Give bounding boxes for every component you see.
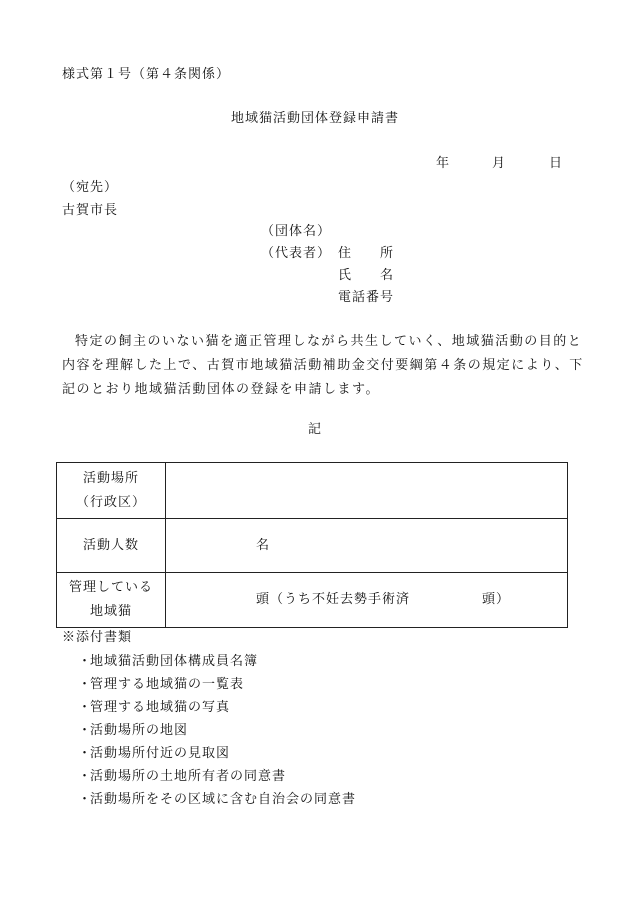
member-count-label: 活動人数 (57, 519, 166, 573)
date-day-label: 日 (549, 156, 564, 171)
phone-label: 電話番号 (338, 290, 395, 305)
bullet-mark: ・ (78, 677, 93, 692)
managed-cats-value (166, 588, 567, 612)
attachment-label: 活動場所の地図 (90, 723, 189, 738)
member-count-unit: 名 (256, 537, 271, 553)
document-title: 地域猫活動団体登録申請書 (230, 111, 399, 126)
list-item (78, 788, 356, 811)
date-month-label: 月 (492, 156, 507, 171)
statement-line: 記のとおり地域猫活動団体の登録を申請します。 (62, 382, 380, 397)
attachments-heading: ※添付書類 (62, 630, 133, 645)
table-row-managed-cats (57, 573, 568, 628)
addressee-label: （宛先） (62, 180, 119, 195)
activity-info-table (56, 462, 568, 628)
statement-line: 特定の飼主のいない猫を適正管理しながら共生していく、地域猫活動の目的と (75, 334, 583, 349)
managed-cats-label-line1: 管理している (68, 580, 153, 595)
managed-cats-label (57, 573, 166, 628)
group-name-label: （団体名） (261, 224, 332, 239)
list-item (78, 673, 356, 696)
addressee-name: 古賀市長 (62, 203, 119, 218)
bullet-mark: ・ (78, 792, 93, 807)
form-number: 様式第１号（第４条関係） (62, 67, 231, 82)
address-label: 住 所 (338, 246, 395, 261)
bullet-mark: ・ (78, 746, 93, 761)
table-row-activity-area (57, 463, 568, 519)
list-item (78, 696, 356, 719)
activity-area-field[interactable] (166, 463, 568, 519)
attachment-label: 地域猫活動団体構成員名簿 (90, 654, 259, 669)
bullet-mark: ・ (78, 769, 93, 784)
bullet-mark: ・ (78, 700, 93, 715)
member-count-field[interactable] (166, 519, 568, 573)
attachment-label: 管理する地域猫の写真 (90, 700, 231, 715)
list-item (78, 719, 356, 742)
list-item (78, 742, 356, 765)
attachments-list (78, 650, 356, 811)
bullet-mark: ・ (78, 723, 93, 738)
attachment-label: 活動場所付近の見取図 (90, 746, 231, 761)
attachment-label: 活動場所の土地所有者の同意書 (90, 769, 287, 784)
bullet-mark: ・ (78, 654, 93, 669)
statement-line: 内容を理解した上で、古賀市地域猫活動補助金交付要綱第４条の規定により、下 (62, 358, 584, 373)
list-item (78, 765, 356, 788)
managed-cats-close-text: 頭） (482, 592, 511, 607)
attachment-label: 管理する地域猫の一覧表 (90, 677, 245, 692)
attachment-label: 活動場所をその区域に含む自治会の同意書 (90, 792, 357, 807)
table-row-member-count (57, 519, 568, 573)
activity-area-label-line2: （行政区） (75, 494, 146, 510)
date-year-label: 年 (436, 156, 451, 171)
name-label: 氏 名 (338, 268, 395, 283)
managed-cats-field[interactable] (166, 573, 568, 628)
list-item (78, 650, 356, 673)
managed-cats-label-line2: 地域猫 (89, 604, 132, 619)
ki-heading: 記 (307, 422, 322, 437)
activity-area-label-line1: 活動場所 (82, 470, 139, 486)
activity-area-label (57, 463, 166, 519)
managed-cats-count-text: 頭（うち不妊去勢手術済 (256, 592, 411, 607)
representative-label: （代表者） (261, 246, 332, 261)
application-statement (62, 330, 584, 402)
